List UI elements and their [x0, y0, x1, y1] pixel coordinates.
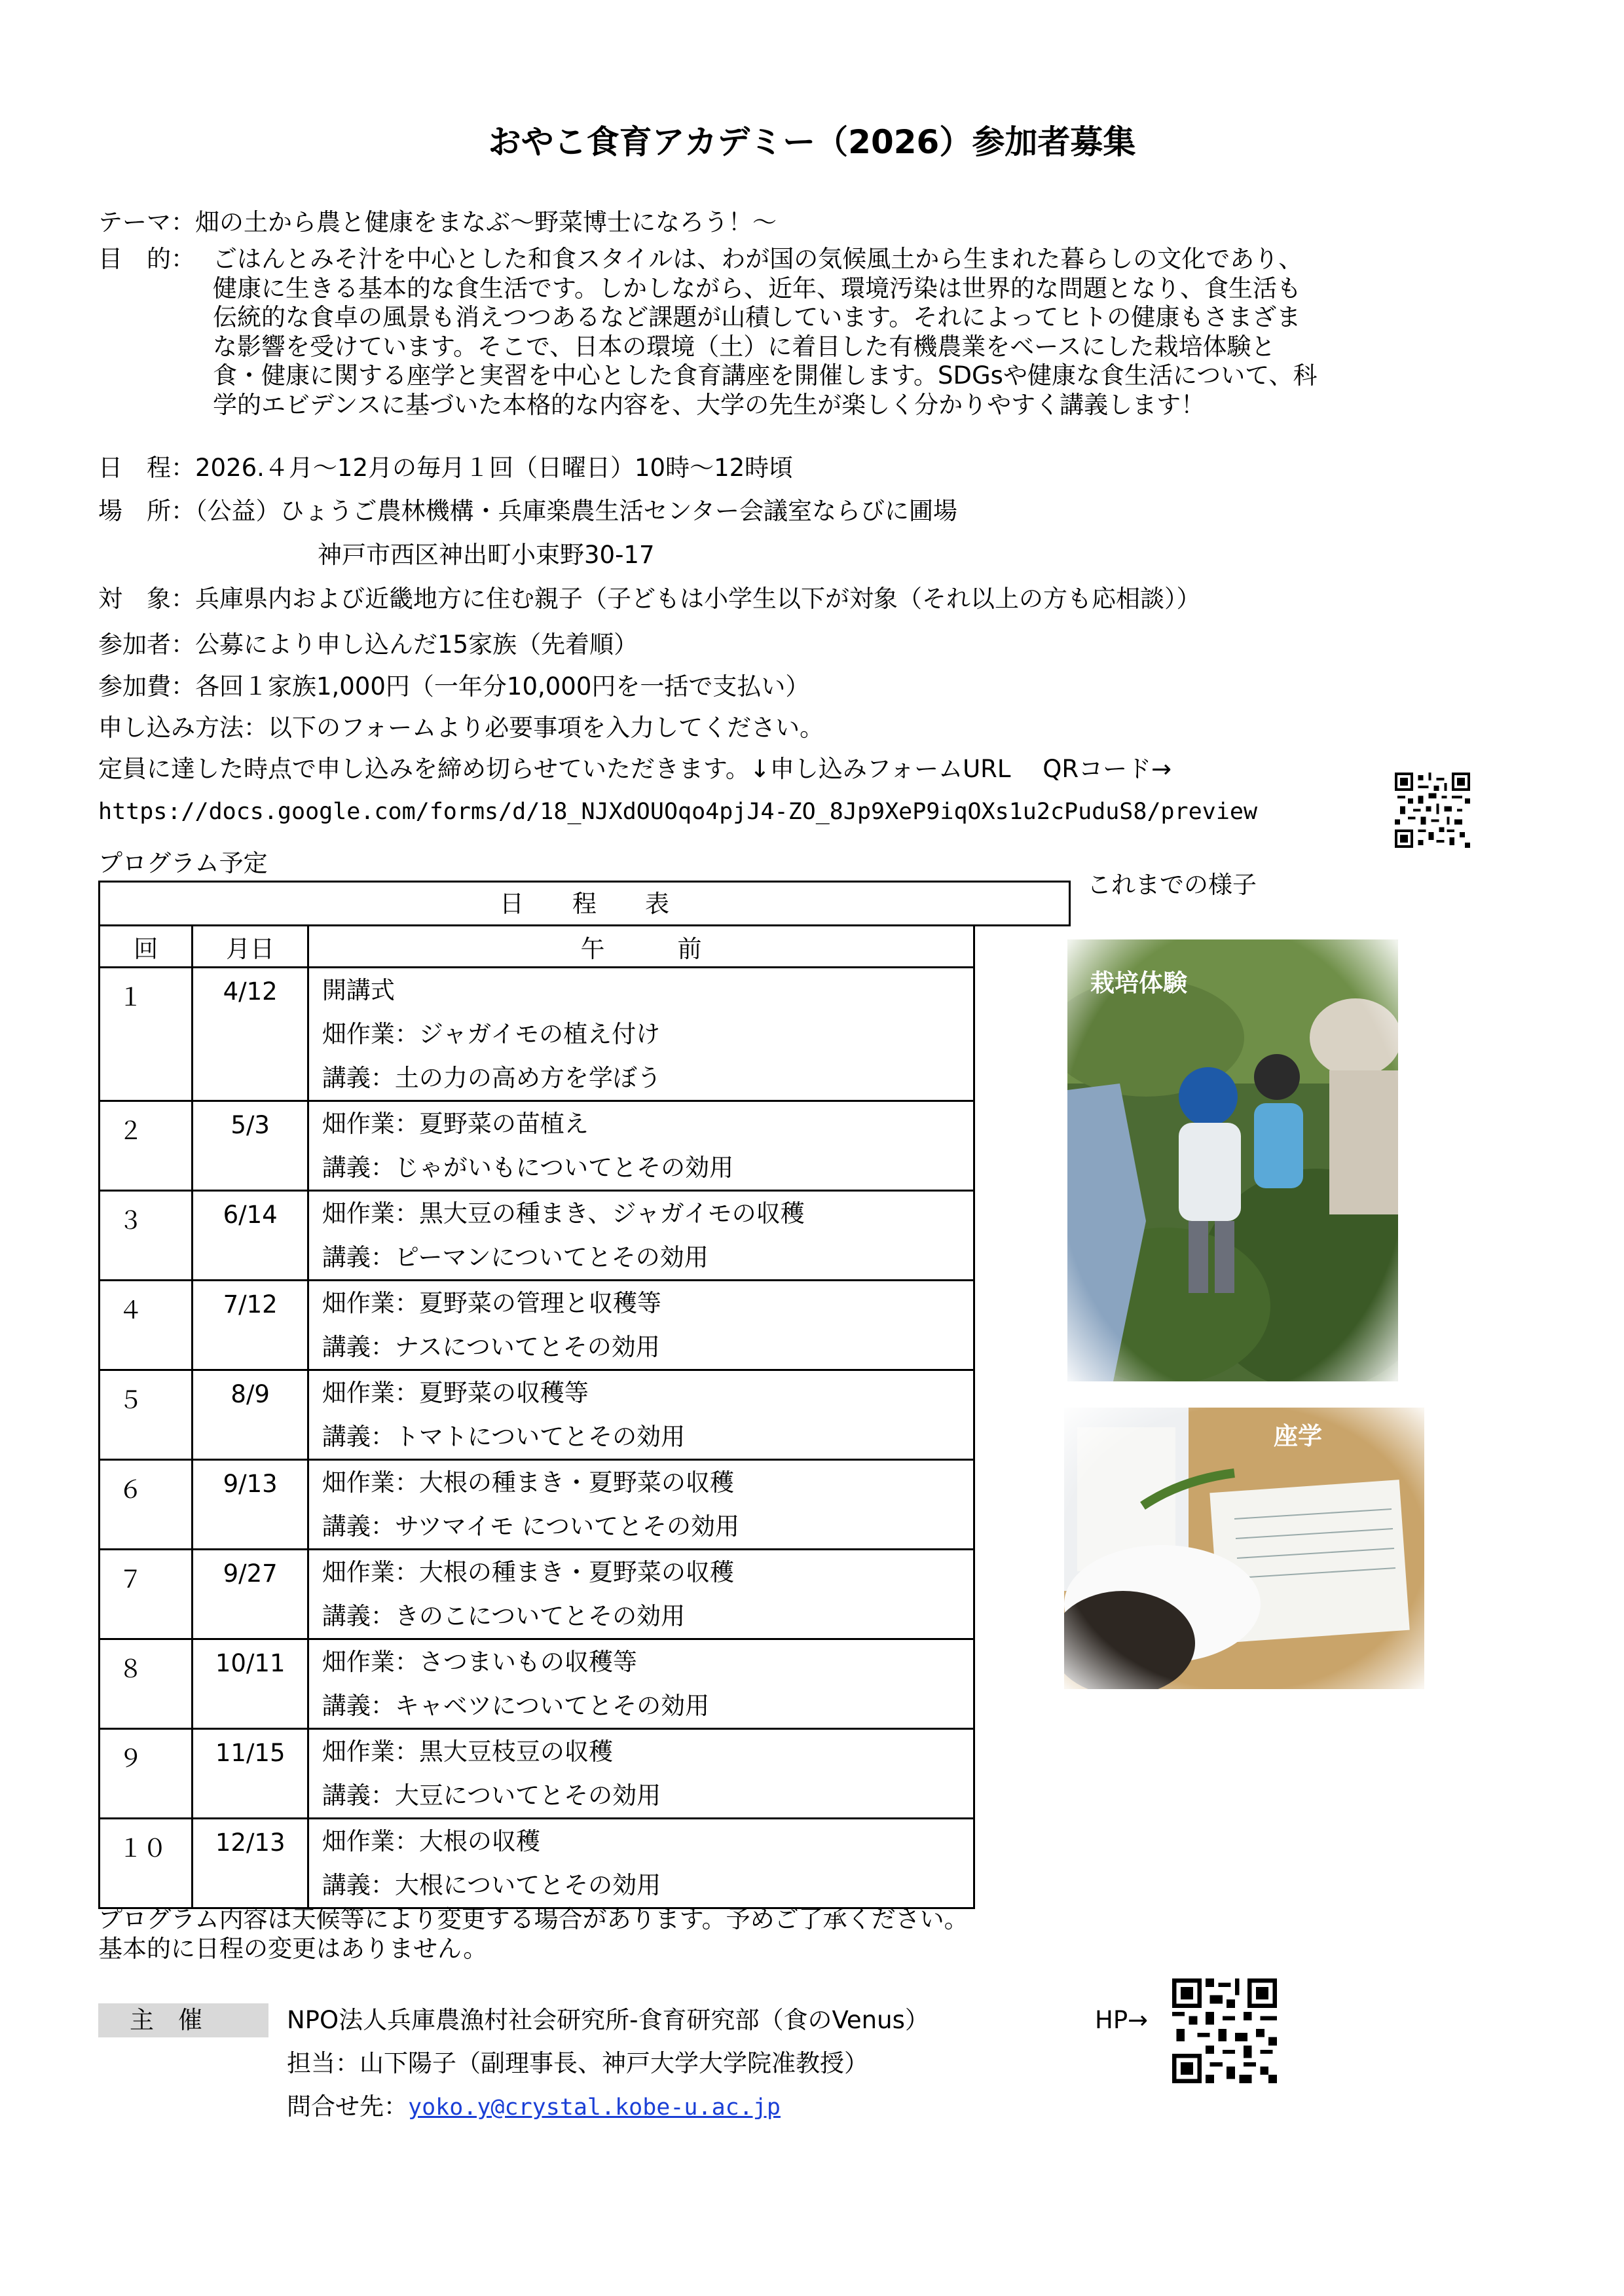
form-qr-code-icon[interactable] [1395, 773, 1470, 848]
fee-row [98, 672, 809, 701]
table-row [100, 1550, 974, 1639]
purpose-text [213, 245, 1542, 420]
contact-email-link[interactable]: yoko.y@crystal.kobe-u.ac.jp [408, 2094, 781, 2121]
row-number: １ [100, 968, 193, 1101]
photo1-caption: 栽培体験 [1090, 969, 1187, 997]
apply-row [98, 714, 824, 742]
row-number: ３ [100, 1191, 193, 1281]
row-date: 4/12 [193, 968, 308, 1101]
photos-heading: これまでの様子 [1087, 871, 1257, 899]
table-row [100, 1281, 974, 1370]
row-program [308, 1729, 974, 1819]
note-line: プログラム内容は天候等により変更する場合があります。予めご了承ください。 [98, 1905, 969, 1933]
inquiry-row [287, 2092, 781, 2122]
program-line: 畑作業：大根の種まき・夏野菜の収穫 [322, 1468, 734, 1497]
row-program [308, 1101, 974, 1191]
program-line: 講義：トマトについてとその効用 [322, 1423, 686, 1451]
row-number: ９ [100, 1729, 193, 1819]
table-header-row [100, 926, 974, 968]
inquiry-label: 問合せ先： [287, 2092, 408, 2121]
row-number: ８ [100, 1639, 193, 1729]
row-date: 12/13 [193, 1819, 308, 1908]
row-program [308, 1639, 974, 1729]
program-line: 畑作業：ジャガイモの植え付け [322, 1020, 661, 1048]
row-program [308, 1460, 974, 1550]
program-line: 畑作業：黒大豆の種まき、ジャガイモの収穫 [322, 1199, 805, 1228]
row-program [308, 968, 974, 1101]
photo-cultivation [1067, 939, 1398, 1381]
row-date: 9/27 [193, 1550, 308, 1639]
program-line: 開講式 [322, 976, 395, 1004]
table-title: 日 程 表 [500, 890, 669, 918]
program-line: 講義：サツマイモ についてとその効用 [322, 1512, 739, 1540]
note-line: 基本的に日程の変更はありません。 [98, 1935, 488, 1963]
program-line: 講義：土の力の高め方を学ぼう [322, 1064, 661, 1092]
program-line: 講義：大豆についてとその効用 [322, 1781, 661, 1810]
apply-note: 定員に達した時点で申し込みを締め切らせていただきます。↓申し込みフォームURL QRコード→ [98, 755, 1172, 783]
schedule-value: 2026.４月～12月の毎月１回（日曜日）10時～12時頃 [195, 454, 794, 482]
program-line: 講義：ピーマンについてとその効用 [322, 1243, 709, 1271]
fee-label: 参加費： [98, 672, 195, 701]
venue-label: 場 所： [98, 497, 195, 525]
organizer-label-box [98, 2003, 268, 2037]
row-program [308, 1191, 974, 1281]
apply-value: 以下のフォームより必要事項を入力してください。 [268, 714, 824, 742]
venue-row [98, 497, 957, 526]
header-date: 月日 [193, 926, 308, 968]
table-row [100, 1729, 974, 1819]
row-number: ２ [100, 1101, 193, 1191]
form-url[interactable]: https://docs.google.com/forms/d/18_NJXdOUOqo4pjJ4-ZO_8Jp9XeP9iqOXs1u2cPuduS8/preview [98, 799, 1258, 825]
photo-lecture [1064, 1408, 1424, 1689]
theme-value: 畑の土から農と健康をまなぶ～野菜博士になろう！～ [195, 208, 777, 236]
program-line: 畑作業：夏野菜の苗植え [322, 1110, 589, 1138]
purpose-line: 食・健康に関する座学と実習を中心とした食育講座を開催します。SDGsや健康な食生活について、科 [213, 361, 1318, 390]
schedule-table [98, 924, 975, 1909]
row-date: 5/3 [193, 1101, 308, 1191]
header-am: 午 前 [308, 926, 974, 968]
target-row [98, 585, 1201, 613]
purpose-line: 健康に生きる基本的な食生活です。しかしながら、近年、環境汚染は世界的な問題となり、食生活も [213, 274, 1302, 302]
table-row [100, 1101, 974, 1191]
table-row [100, 1639, 974, 1729]
program-line: 畑作業：夏野菜の管理と収穫等 [322, 1289, 661, 1317]
target-value: 兵庫県内および近畿地方に住む親子（子どもは小学生以下が対象（それ以上の方も応相談）） [195, 585, 1201, 613]
program-label: プログラム予定 [98, 849, 268, 877]
program-line: 畑作業：大根の種まき・夏野菜の収穫 [322, 1558, 734, 1586]
table-row [100, 968, 974, 1101]
row-date: 6/14 [193, 1191, 308, 1281]
table-row [100, 1191, 974, 1281]
row-date: 8/9 [193, 1370, 308, 1460]
purpose-label: 目 的： [98, 245, 195, 273]
theme-row [98, 208, 777, 237]
row-program [308, 1370, 974, 1460]
fee-value: 各回１家族1,000円（一年分10,000円を一括で支払い） [195, 672, 810, 701]
purpose-line: 伝統的な食卓の風景も消えつつあるなど課題が山積しています。それによってヒトの健康もさまざま [213, 303, 1301, 331]
program-line: 畑作業：黒大豆枝豆の収穫 [322, 1738, 613, 1766]
organizer-name: NPO法人兵庫農漁村社会研究所-食育研究部（食のVenus） [287, 2006, 929, 2034]
program-line: 講義：きのこについてとその効用 [322, 1602, 686, 1630]
program-line: 講義：じゃがいもについてとその効用 [322, 1154, 734, 1182]
row-program [308, 1550, 974, 1639]
participants-row [98, 630, 638, 659]
table-row [100, 1460, 974, 1550]
purpose-line: ごはんとみそ汁を中心とした和食スタイルは、わが国の気候風土から生まれた暮らしの文化であり、 [213, 245, 1303, 273]
row-date: 10/11 [193, 1639, 308, 1729]
venue-address: 神戸市西区神出町小束野30-17 [318, 541, 655, 569]
row-program [308, 1281, 974, 1370]
program-line: 畑作業：さつまいもの収穫等 [322, 1648, 637, 1676]
contact-person: 担当：山下陽子（副理事長、神戸大学大学院准教授） [287, 2049, 868, 2077]
participants-label: 参加者： [98, 630, 195, 659]
purpose-line: な影響を受けています。そこで、日本の環境（土）に着目した有機農業をベースにした栽培体験と [213, 332, 1276, 361]
row-date: 7/12 [193, 1281, 308, 1370]
apply-label: 申し込み方法： [98, 714, 268, 742]
program-line: 畑作業：夏野菜の収穫等 [322, 1379, 589, 1407]
table-title-bar [98, 881, 1071, 926]
lecture-photo-image [1064, 1408, 1424, 1689]
row-date: 9/13 [193, 1460, 308, 1550]
table-row [100, 1370, 974, 1460]
schedule-row [98, 454, 793, 483]
hp-label: HP→ [1095, 2006, 1149, 2034]
table-row [100, 1819, 974, 1908]
theme-label: テーマ： [98, 208, 195, 236]
row-number: １０ [100, 1819, 193, 1908]
target-label: 対 象： [98, 585, 195, 613]
row-program [308, 1819, 974, 1908]
homepage-qr-code-icon[interactable] [1172, 1978, 1277, 2083]
row-number: ７ [100, 1550, 193, 1639]
row-number: ５ [100, 1370, 193, 1460]
schedule-label: 日 程： [98, 454, 195, 482]
venue-value: （公益）ひょうご農林機構・兵庫楽農生活センター会議室ならびに圃場 [195, 497, 958, 525]
cultivation-photo-image [1067, 939, 1398, 1381]
photo2-caption: 座学 [1274, 1422, 1322, 1450]
participants-value: 公募により申し込んだ15家族（先着順） [195, 630, 638, 659]
header-no: 回 [100, 926, 193, 968]
program-line: 講義：キャベツについてとその効用 [322, 1692, 710, 1720]
program-line: 講義：大根についてとその効用 [322, 1871, 661, 1899]
purpose-line: 学的エビデンスに基づいた本格的な内容を、大学の先生が楽しく分かりやすく講義します！ [213, 390, 1206, 419]
page-title: おやこ食育アカデミー（2026）参加者募集 [488, 123, 1136, 161]
row-number: ６ [100, 1460, 193, 1550]
row-date: 11/15 [193, 1729, 308, 1819]
row-number: ４ [100, 1281, 193, 1370]
program-line: 畑作業：大根の収穫 [322, 1827, 540, 1855]
program-line: 講義：ナスについてとその効用 [322, 1333, 660, 1361]
organizer-label: 主 催 [130, 2006, 202, 2034]
